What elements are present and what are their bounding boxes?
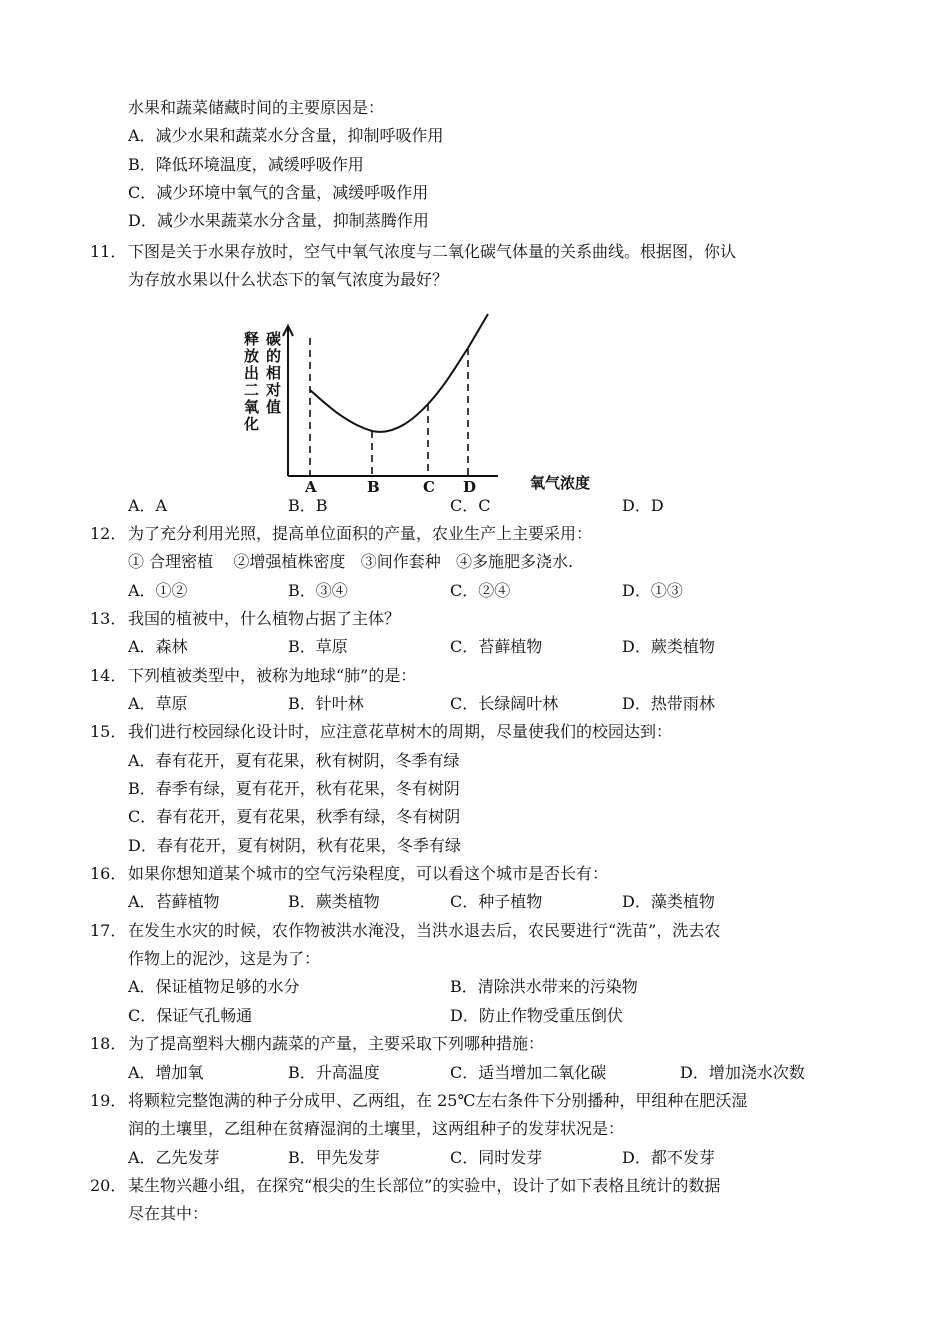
- q16-number: 16．: [90, 864, 127, 883]
- y-axis-label-col2: 碳的相对值: [266, 330, 282, 416]
- q19-option-a: A．乙先发芽: [128, 1148, 220, 1167]
- q19-stem-line1: 将颗粒完整饱满的种子分成甲、乙两组，在 25℃左右条件下分别播种，甲组种在肥沃湿: [128, 1091, 748, 1110]
- q13-option-a: A．森林: [128, 637, 188, 656]
- q19-option-d: D．都不发芽: [622, 1148, 715, 1167]
- q14-option-a: A．草原: [128, 694, 188, 713]
- point-label-c: C: [423, 478, 435, 496]
- q11-stem-line2: 为存放水果以什么状态下的氧气浓度为最好？: [128, 270, 449, 289]
- co2-curve: [310, 314, 488, 432]
- q17-option-c: C．保证气孔畅通: [128, 1006, 253, 1025]
- q16-option-d: D．藻类植物: [622, 892, 715, 911]
- q11-option-b: B．B: [288, 496, 328, 515]
- q19-option-b: B．甲先发芽: [288, 1148, 380, 1167]
- q20-stem-line1: 某生物兴趣小组，在探究“根尖的生长部位”的实验中，设计了如下表格且统计的数据: [128, 1176, 721, 1195]
- q18-option-a: A．增加氧: [128, 1063, 204, 1082]
- q13-number: 13．: [90, 609, 127, 628]
- q15-option-a: A．春有花开，夏有花果，秋有树阴，冬季有绿: [128, 751, 460, 770]
- q15-number: 15．: [90, 722, 127, 741]
- q13-option-d: D．蕨类植物: [622, 637, 715, 656]
- q17-option-d: D．防止作物受重压倒伏: [450, 1006, 623, 1025]
- q13-option-b: B．草原: [288, 637, 348, 656]
- q12-number: 12．: [90, 524, 127, 543]
- q12-stem: 为了充分利用光照，提高单位面积的产量，农业生产上主要采用：: [128, 524, 593, 543]
- point-label-d: D: [463, 478, 477, 496]
- point-label-a: A: [305, 478, 317, 496]
- q11-option-d: D．D: [622, 496, 664, 515]
- q16-option-a: A．苔藓植物: [128, 892, 220, 911]
- q11-stem-line1: 下图是关于水果存放时，空气中氧气浓度与二氧化碳气体量的关系曲线。根据图，你认: [128, 242, 737, 261]
- q13-stem: 我国的植被中，什么植物占据了主体？: [128, 609, 401, 628]
- q19-option-c: C．同时发芽: [450, 1148, 543, 1167]
- q14-number: 14．: [90, 666, 127, 685]
- q15-option-b: B．春季有绿，夏有花开，秋有花果，冬有树阴: [128, 779, 460, 798]
- q17-number: 17．: [90, 921, 127, 940]
- q11-number: 11．: [90, 242, 127, 261]
- q18-option-c: C．适当增加二氧化碳: [450, 1063, 607, 1082]
- q14-option-b: B．针叶林: [288, 694, 364, 713]
- q10-option-a: A．减少水果和蔬菜水分含量，抑制呼吸作用: [128, 126, 444, 145]
- q10-option-d: D．减少水果蔬菜水分含量，抑制蒸腾作用: [128, 211, 429, 230]
- x-axis-label: 氧气浓度: [530, 474, 591, 492]
- q16-stem: 如果你想知道某个城市的空气污染程度，可以看这个城市是否长有：: [128, 864, 609, 883]
- q13-option-c: C．苔藓植物: [450, 637, 543, 656]
- q10-option-b: B．降低环境温度，减缓呼吸作用: [128, 155, 364, 174]
- q16-option-c: C．种子植物: [450, 892, 543, 911]
- q17-option-a: A．保证植物足够的水分: [128, 977, 300, 996]
- q18-option-b: B．升高温度: [288, 1063, 380, 1082]
- q18-number: 18．: [90, 1034, 127, 1053]
- q17-option-b: B．清除洪水带来的污染物: [450, 977, 638, 996]
- q10-option-c: C．减少环境中氧气的含量，减缓呼吸作用: [128, 183, 429, 202]
- q12-option-b: B．③④: [288, 581, 348, 600]
- q17-stem-line2: 作物上的泥沙，这是为了：: [128, 949, 321, 968]
- q19-number: 19．: [90, 1091, 127, 1110]
- q17-stem-line1: 在发生水灾的时候，农作物被洪水淹没，当洪水退去后，农民要进行“洗苗”，洗去农: [128, 921, 721, 940]
- q12-option-a: A．①②: [128, 581, 188, 600]
- y-axis-label-col1: 释放出二氧化: [244, 330, 260, 433]
- point-label-b: B: [367, 478, 380, 496]
- q15-option-c: C．春有花开，夏有花果，秋季有绿，冬有树阴: [128, 807, 461, 826]
- q11-option-a: A．A: [128, 496, 168, 515]
- q12-option-d: D．①③: [622, 581, 683, 600]
- q14-stem: 下列植被类型中，被称为地球“肺”的是：: [128, 666, 417, 685]
- q15-option-d: D．春有花开，夏有树阴，秋有花果，冬季有绿: [128, 836, 461, 855]
- q20-number: 20．: [90, 1176, 127, 1195]
- q19-stem-line2: 润的土壤里，乙组种在贫瘠湿润的土壤里，这两组种子的发芽状况是：: [128, 1119, 625, 1138]
- q12-items: ① 合理密植 ②增强植株密度 ③间作套种 ④多施肥多浇水.: [128, 552, 574, 571]
- q18-stem: 为了提高塑料大棚内蔬菜的产量，主要采取下列哪种措施：: [128, 1034, 545, 1053]
- q10-stem-continuation: 水果和蔬菜储藏时间的主要原因是：: [128, 98, 385, 117]
- q18-option-d: D．增加浇水次数: [680, 1063, 805, 1082]
- q12-option-c: C．②④: [450, 581, 511, 600]
- q16-option-b: B．蕨类植物: [288, 892, 380, 911]
- q14-option-d: D．热带雨林: [622, 694, 715, 713]
- oxygen-co2-curve-figure: [230, 308, 591, 498]
- q20-stem-line2: 尽在其中：: [128, 1204, 209, 1223]
- q14-option-c: C．长绿阔叶林: [450, 694, 559, 713]
- q11-option-c: C．C: [450, 496, 491, 515]
- q15-stem: 我们进行校园绿化设计时，应注意花草树木的周期，尽量使我们的校园达到：: [128, 722, 673, 741]
